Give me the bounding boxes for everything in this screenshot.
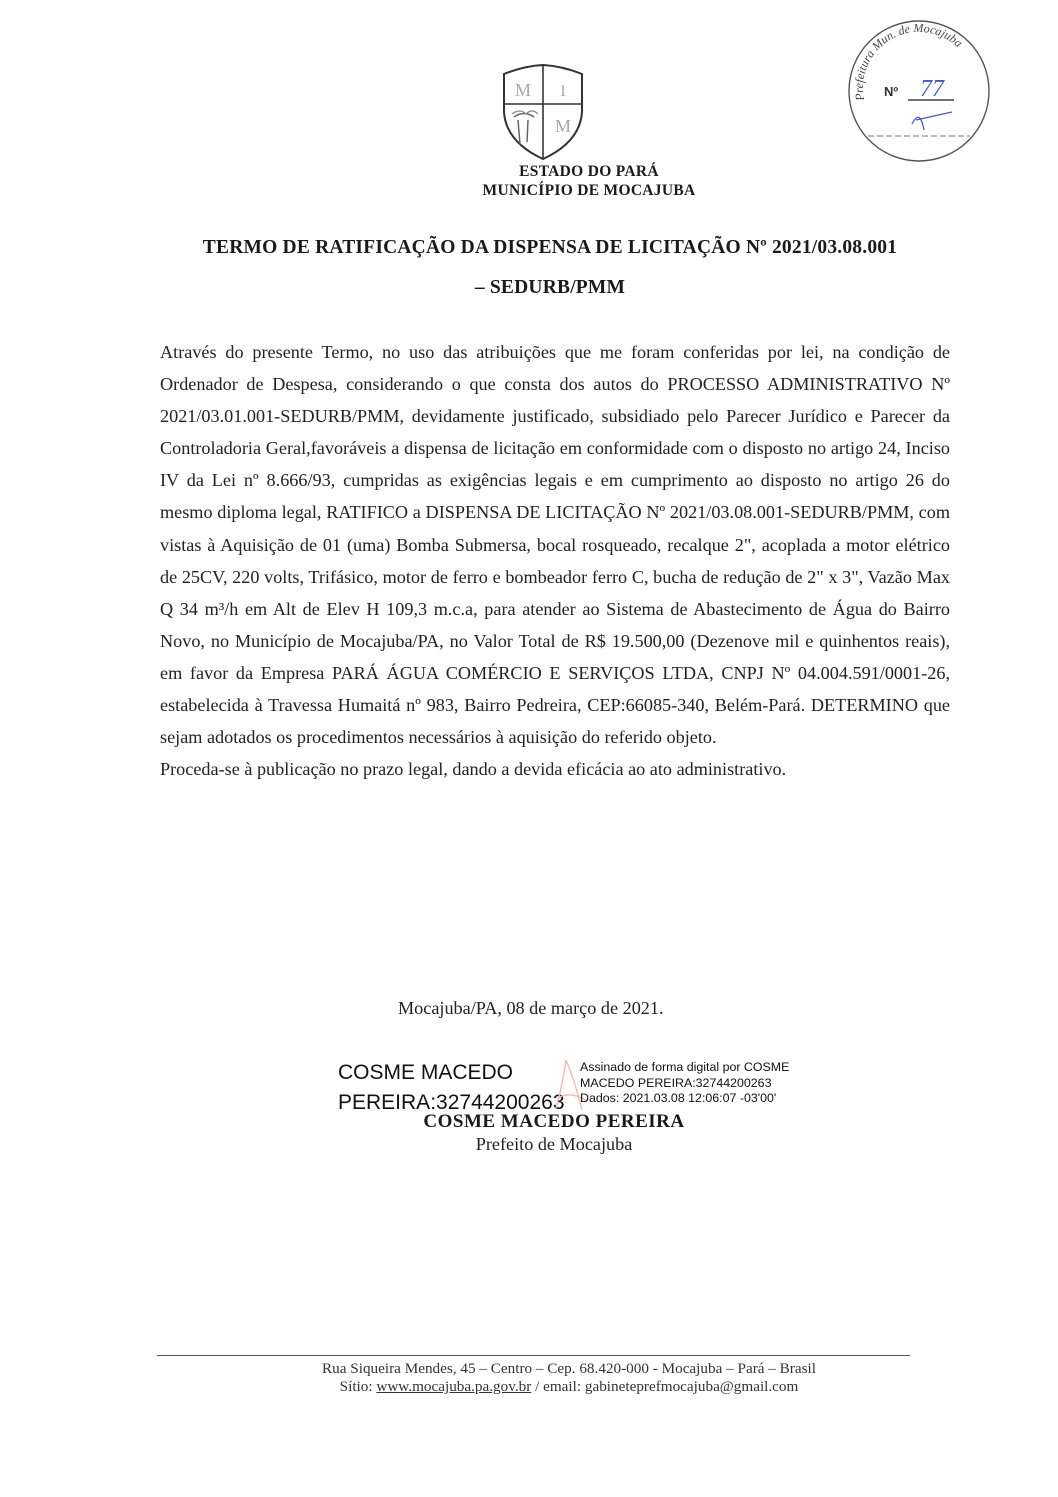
svg-text:Prefeitura Mun. de Mocajuba: Prefeitura Mun. de Mocajuba	[851, 20, 966, 102]
document-body	[160, 336, 950, 785]
svg-text:I: I	[560, 83, 566, 100]
document-header	[0, 162, 1058, 200]
digital-signature-block	[338, 1058, 858, 1118]
document-title	[150, 228, 950, 308]
signer-name: COSME MACEDO PEREIRA	[423, 1111, 685, 1132]
svg-text:M: M	[514, 80, 532, 100]
body-paragraph-publication: Proceda-se à publicação no prazo legal, dando a devida eficácia ao ato administrativo.	[160, 759, 787, 780]
protocol-stamp	[844, 16, 994, 166]
document-date: Mocajuba/PA, 08 de março de 2021.	[398, 998, 664, 1018]
municipal-coat-of-arms-icon	[500, 62, 586, 162]
title-line-2: – SEDURB/PMM	[474, 277, 626, 298]
digital-signature-name: COSME MACEDO PEREIRA:32744200263	[338, 1061, 565, 1114]
signer-role: Prefeito de Mocajuba	[475, 1134, 633, 1154]
svg-text:M: M	[554, 116, 572, 136]
body-paragraph-ratification: Através do presente Termo, no uso das atribuições que me foram conferidas por lei, na condição de Ordenador de Despesa, considerando o que consta dos autos do PROCESSO ADMINISTRATIVO Nº 2021/03.01.001-SEDURB/PMM, devidamente justificado, subsidiado pelo Parecer Jurídico e Parecer da Controladoria Geral,favoráveis a dispensa de licitação em conformidade com o disposto no artigo 24, Inciso IV da Lei nº 8.666/93, cumpridas as exigências legais e em cumprimento ao disposto no artigo 26 do mesmo diploma legal, RATIFICO a DISPENSA DE LICITAÇÃO Nº 2021/03.08.001-SEDURB/PMM, com vistas à Aquisição de 01 (uma) Bomba Submersa, bocal rosqueado, recalque 2", acoplada a motor elétrico de 25CV, 220 volts, Trifásico, motor de ferro e bombeador ferro C, bucha de redução de 2" x 3", Vazão Max Q 34 m³/h em Alt de Elev H 109,3 m.c.a, para atender ao Sistema de Abastecimento de Água do Bairro Novo, no Município de Mocajuba/PA, no Valor Total de R$ 19.500,00 (Dezenove mil e quinhentos reais), em favor da Empresa PARÁ ÁGUA COMÉRCIO E SERVIÇOS LTDA, CNPJ Nº 04.004.591/0001-26, estabelecida à Travessa Humaitá nº 983, Bairro Pedreira, CEP:66085-340, Belém-Pará. DETERMINO que sejam adotados os procedimentos necessários à aquisição do referido objeto.	[160, 342, 950, 748]
website-link[interactable]: www.mocajuba.pa.gov.br	[376, 1378, 532, 1395]
municipality-name: MUNICÍPIO DE MOCAJUBA	[482, 182, 696, 199]
email-address: gabineteprefmocajuba@gmail.com	[584, 1378, 799, 1395]
stamp-number-label: Nº	[884, 84, 899, 99]
signer-block	[0, 1112, 1058, 1156]
digital-signature-info: Assinado de forma digital por COSME MACEDO PEREIRA:32744200263 Dados: 2021.03.08 12:06:07 -03'00'	[580, 1060, 790, 1105]
svg-text:77: 77	[920, 76, 944, 102]
footer-address: Rua Siqueira Mendes, 45 – Centro – Cep. 68.420-000 - Mocajuba – Pará – Brasil	[322, 1360, 816, 1377]
state-name: ESTADO DO PARÁ	[519, 163, 659, 180]
document-footer	[0, 1360, 1058, 1396]
title-line-1: TERMO DE RATIFICAÇÃO DA DISPENSA DE LICITAÇÃO Nº 2021/03.08.001	[202, 237, 898, 258]
footer-contact: Sítio: www.mocajuba.pa.gov.br / email: gabineteprefmocajuba@gmail.com	[339, 1378, 799, 1395]
footer-divider	[157, 1355, 910, 1356]
